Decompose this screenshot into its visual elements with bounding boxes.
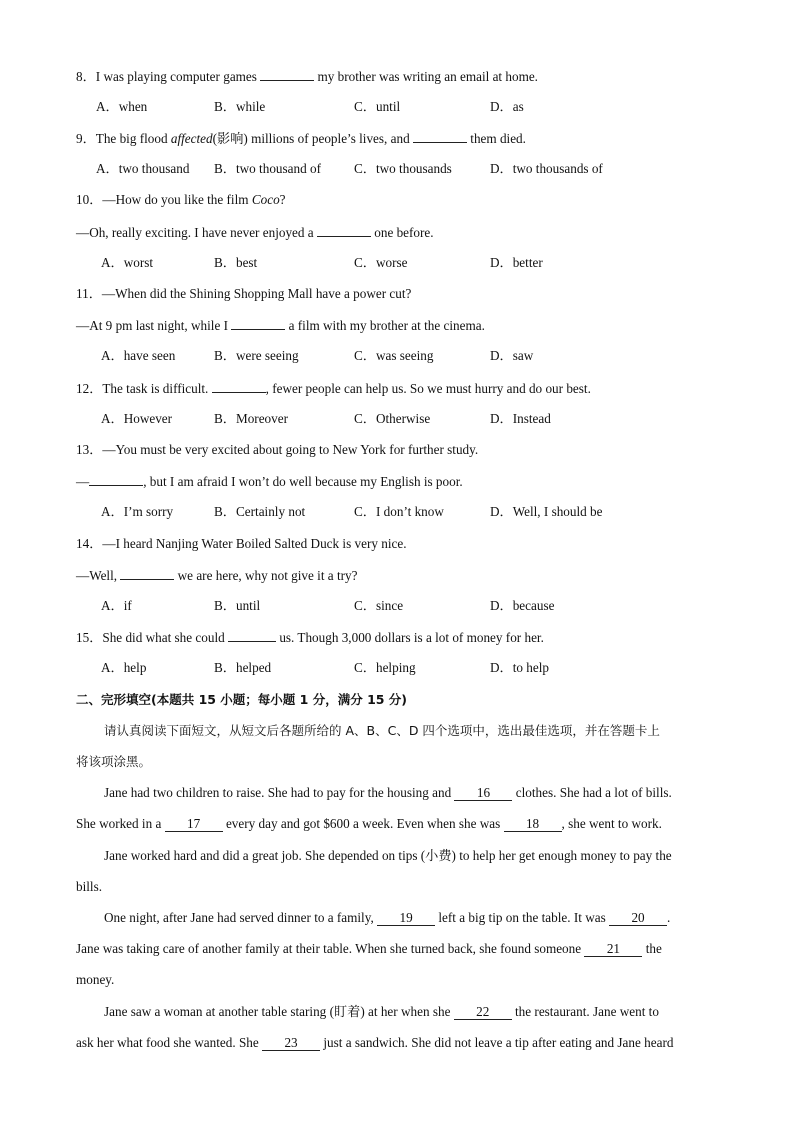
option-d[interactable]: D．saw (490, 348, 534, 363)
question-text: , but I am afraid I won’t do well because my English is poor. (143, 474, 463, 489)
question-text: I was playing computer games (95, 69, 261, 84)
options-q8 (0, 98, 794, 116)
answer-blank (212, 379, 266, 393)
passage-line: bills. (76, 879, 103, 894)
option-d[interactable]: D．better (490, 255, 543, 270)
option-d[interactable]: D．Well, I should be (490, 504, 603, 519)
answer-blank (413, 129, 467, 143)
option-c[interactable]: C．I don’t know (354, 504, 444, 519)
answer-blank (228, 628, 276, 642)
question-text: one before. (370, 225, 434, 240)
section-heading: 二、完形填空(本题共 15 小题；每小题 1 分，满分 15 分) (76, 692, 408, 707)
cloze-blank-18: 18 (504, 816, 562, 832)
options-q14 (0, 597, 794, 615)
options-q10 (0, 254, 794, 272)
option-b[interactable]: B．while (214, 99, 266, 114)
options-q15 (0, 659, 794, 677)
question-11-line-2 (76, 316, 724, 335)
option-d[interactable]: D．Instead (490, 411, 551, 426)
option-d[interactable]: D．as (490, 99, 524, 114)
options-q9 (0, 160, 794, 178)
question-text: , fewer people can help us. So we must hurry and do our best. (265, 381, 591, 396)
question-10-line-2 (76, 223, 724, 242)
question-11 (76, 285, 724, 303)
passage-line: Jane saw a woman at another table staring (盯着) at her when she 22 the restaurant. Jane went to (104, 1004, 659, 1019)
question-8 (76, 67, 724, 86)
option-d[interactable]: D．because (490, 598, 555, 613)
passage-line: Jane had two children to raise. She had to pay for the housing and 16 clothes. She had a lot of bills. (104, 785, 672, 800)
section-instructions-cont: 将该项涂黑。 (76, 754, 152, 769)
option-b[interactable]: B．best (214, 255, 258, 270)
option-d[interactable]: D．to help (490, 660, 549, 675)
question-14 (76, 535, 724, 553)
question-text: we are here, why not give it a try? (174, 568, 358, 583)
question-number: 12． (76, 381, 103, 396)
option-b[interactable]: B．were seeing (214, 348, 299, 363)
options-q13 (0, 503, 794, 521)
option-c[interactable]: C．Otherwise (354, 411, 431, 426)
question-text: them died. (466, 131, 526, 146)
cloze-blank-16: 16 (454, 785, 512, 801)
question-text: —Oh, really exciting. I have never enjoyed a (76, 225, 317, 240)
passage-line: ask her what food she wanted. She 23 just a sandwich. She did not leave a tip after eating and Jane heard (76, 1035, 674, 1050)
question-9 (76, 129, 724, 148)
question-10 (76, 191, 724, 209)
answer-blank (260, 67, 314, 81)
question-text: us. Though 3,000 dollars is a lot of money for her. (276, 630, 544, 645)
cloze-blank-17: 17 (165, 816, 223, 832)
question-text: (影响) millions of people’s lives, and (212, 131, 413, 146)
question-14-line-2 (76, 566, 724, 585)
cloze-blank-20: 20 (609, 910, 667, 926)
option-b[interactable]: B．helped (214, 660, 272, 675)
options-q12 (0, 410, 794, 428)
option-b[interactable]: B．until (214, 598, 261, 613)
question-number: 11． (76, 286, 102, 301)
film-title: Coco (251, 192, 280, 207)
option-a[interactable]: A．I’m sorry (101, 504, 174, 519)
answer-blank (89, 472, 143, 486)
option-a[interactable]: A．have seen (101, 348, 176, 363)
emphasized-word: affected (170, 131, 213, 146)
question-text: —Well, (76, 568, 121, 583)
option-b[interactable]: B．Moreover (214, 411, 288, 426)
option-a[interactable]: A．if (101, 598, 132, 613)
option-a[interactable]: A．two thousand (96, 161, 190, 176)
option-a[interactable]: A．help (101, 660, 147, 675)
option-c[interactable]: C．helping (354, 660, 416, 675)
question-number: 14． (76, 536, 103, 551)
question-13 (76, 441, 724, 459)
option-c[interactable]: C．two thousands (354, 161, 452, 176)
question-12 (76, 379, 724, 398)
question-text: —When did the Shining Shopping Mall have a power cut? (101, 286, 412, 301)
option-c[interactable]: C．until (354, 99, 401, 114)
question-number: 9． (76, 131, 96, 146)
passage-line: Jane worked hard and did a great job. She depended on tips (小费) to help her get enough money to pay the (104, 848, 672, 863)
cloze-blank-19: 19 (377, 910, 435, 926)
question-text: The big flood (95, 131, 171, 146)
question-text: a film with my brother at the cinema. (285, 318, 485, 333)
question-number: 13． (76, 442, 103, 457)
question-text: The task is difficult. (102, 381, 212, 396)
passage-line: She worked in a 17 every day and got $600 a week. Even when she was 18 , she went to work. (76, 816, 662, 831)
options-q11 (0, 347, 794, 365)
question-13-line-2 (76, 472, 724, 491)
option-d[interactable]: D．two thousands of (490, 161, 603, 176)
question-text: my brother was writing an email at home. (314, 69, 538, 84)
option-b[interactable]: B．Certainly not (214, 504, 306, 519)
option-b[interactable]: B．two thousand of (214, 161, 321, 176)
option-c[interactable]: C．worse (354, 255, 408, 270)
section-instructions: 请认真阅读下面短文，从短文后各题所给的 A、B、C、D 四个选项中，选出最佳选项，并在答题卡上 (104, 723, 660, 738)
option-a[interactable]: A．However (101, 411, 173, 426)
option-c[interactable]: C．since (354, 598, 404, 613)
question-text: ? (279, 192, 286, 207)
question-text: She did what she could (102, 630, 229, 645)
cloze-blank-22: 22 (454, 1004, 512, 1020)
cloze-blank-21: 21 (584, 941, 642, 957)
question-number: 10． (76, 192, 103, 207)
option-a[interactable]: A．worst (101, 255, 154, 270)
option-c[interactable]: C．was seeing (354, 348, 434, 363)
question-15 (76, 628, 724, 647)
question-text: — (76, 474, 90, 489)
question-text: —How do you like the film (102, 192, 252, 207)
question-text: —At 9 pm last night, while I (76, 318, 232, 333)
question-number: 8． (76, 69, 96, 84)
passage-line: One night, after Jane had served dinner to a family, 19 left a big tip on the table. It was 20 . (104, 910, 671, 925)
answer-blank (231, 316, 285, 330)
passage-line: Jane was taking care of another family at their table. When she turned back, she found someone 21 the (76, 941, 662, 956)
question-number: 15． (76, 630, 103, 645)
passage-line: money. (76, 972, 115, 987)
cloze-blank-23: 23 (262, 1035, 320, 1051)
question-text: —I heard Nanjing Water Boiled Salted Duck is very nice. (102, 536, 407, 551)
option-a[interactable]: A．when (96, 99, 148, 114)
answer-blank (120, 566, 174, 580)
answer-blank (317, 223, 371, 237)
question-text: —You must be very excited about going to New York for further study. (102, 442, 479, 457)
